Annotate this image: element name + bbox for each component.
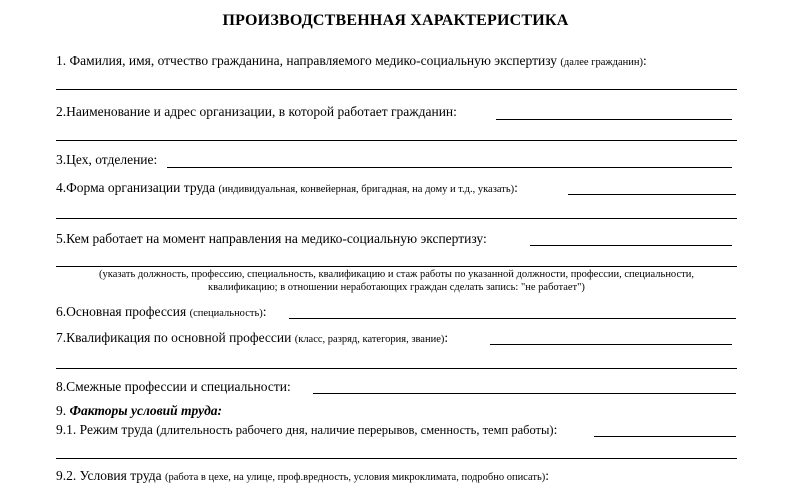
item-9-2-colon: :	[545, 468, 550, 483]
item-7-label	[56, 330, 448, 348]
item-1-label	[56, 53, 647, 71]
item-9-1-answer-line[interactable]	[56, 458, 737, 459]
item-5-hint-line-2: квалификацию; в отношении неработающих граждан сделать запись: "не работает")	[208, 282, 585, 293]
item-8-text: 8.Смежные профессии и специальности:	[56, 379, 291, 394]
item-6-answer-line[interactable]	[289, 318, 736, 319]
item-2-answer-line-inline[interactable]	[496, 119, 732, 120]
item-8-answer-line[interactable]	[313, 393, 736, 394]
item-4-note: (индивидуальная, конвейерная, бригадная, на дому и т.д., указать)	[218, 184, 515, 195]
item-6-label	[56, 304, 267, 322]
item-9-1-label	[56, 422, 557, 438]
item-9-1-note: (длительность рабочего дня, наличие перерывов, сменность, темп работы)	[156, 423, 554, 437]
item-2-label	[56, 104, 457, 120]
item-7-colon: :	[444, 330, 449, 345]
item-5-hint-line-1: (указать должность, профессию, специальность, квалификацию и стаж работы по указанной должности, профессии, специальности,	[99, 269, 694, 280]
item-4-answer-line[interactable]	[56, 218, 737, 219]
item-8-label	[56, 379, 291, 395]
item-9-2-label	[56, 468, 549, 486]
item-3-text: 3.Цех, отделение:	[56, 152, 158, 167]
item-1-answer-line[interactable]	[56, 89, 737, 90]
item-2-text: 2.Наименование и адрес организации, в которой работает гражданин:	[56, 104, 457, 119]
item-2-answer-line[interactable]	[56, 140, 737, 141]
item-3-answer-line[interactable]	[167, 167, 732, 168]
item-9-heading-text: Факторы условий труда:	[69, 403, 223, 418]
item-4-text: 4.Форма организации труда	[56, 180, 219, 195]
item-9-1-colon: :	[553, 422, 558, 437]
item-6-note: (специальность)	[189, 308, 263, 319]
item-5-hint	[56, 268, 737, 294]
item-4-colon: :	[514, 180, 518, 195]
item-9-1-text: 9.1. Режим труда	[56, 422, 157, 437]
item-1-text: 1. Фамилия, имя, отчество гражданина, направляемого медико-социальную экспертизу	[56, 53, 561, 68]
item-5-answer-line[interactable]	[56, 266, 737, 267]
item-9-2-text: 9.2. Условия труда	[56, 468, 165, 483]
item-9-1-answer-line-inline[interactable]	[594, 436, 736, 437]
item-9-2-note: (работа в цехе, на улице, проф.вредность, условия микроклимата, подробно описать)	[165, 472, 546, 483]
item-1-colon: :	[643, 53, 647, 68]
item-7-note: (класс, разряд, категория, звание)	[294, 334, 445, 345]
item-4-answer-line-inline[interactable]	[568, 194, 736, 195]
item-1-note: (далее гражданин)	[560, 57, 644, 68]
item-9-heading	[56, 403, 222, 419]
item-7-text: 7.Квалификация по основной профессии	[56, 330, 295, 345]
item-5-text: 5.Кем работает на момент направления на медико-социальную экспертизу:	[56, 231, 487, 246]
item-7-answer-line[interactable]	[56, 368, 737, 369]
item-6-text: 6.Основная профессия	[56, 304, 190, 319]
item-4-label	[56, 180, 518, 198]
item-7-answer-line-inline[interactable]	[490, 344, 732, 345]
item-5-label	[56, 231, 487, 247]
document-title: ПРОИЗВОДСТВЕННАЯ ХАРАКТЕРИСТИКА	[222, 12, 569, 29]
item-6-colon: :	[262, 304, 267, 319]
item-5-answer-line-inline[interactable]	[530, 245, 732, 246]
item-9-number: 9.	[56, 403, 70, 418]
item-3-label	[56, 152, 157, 168]
